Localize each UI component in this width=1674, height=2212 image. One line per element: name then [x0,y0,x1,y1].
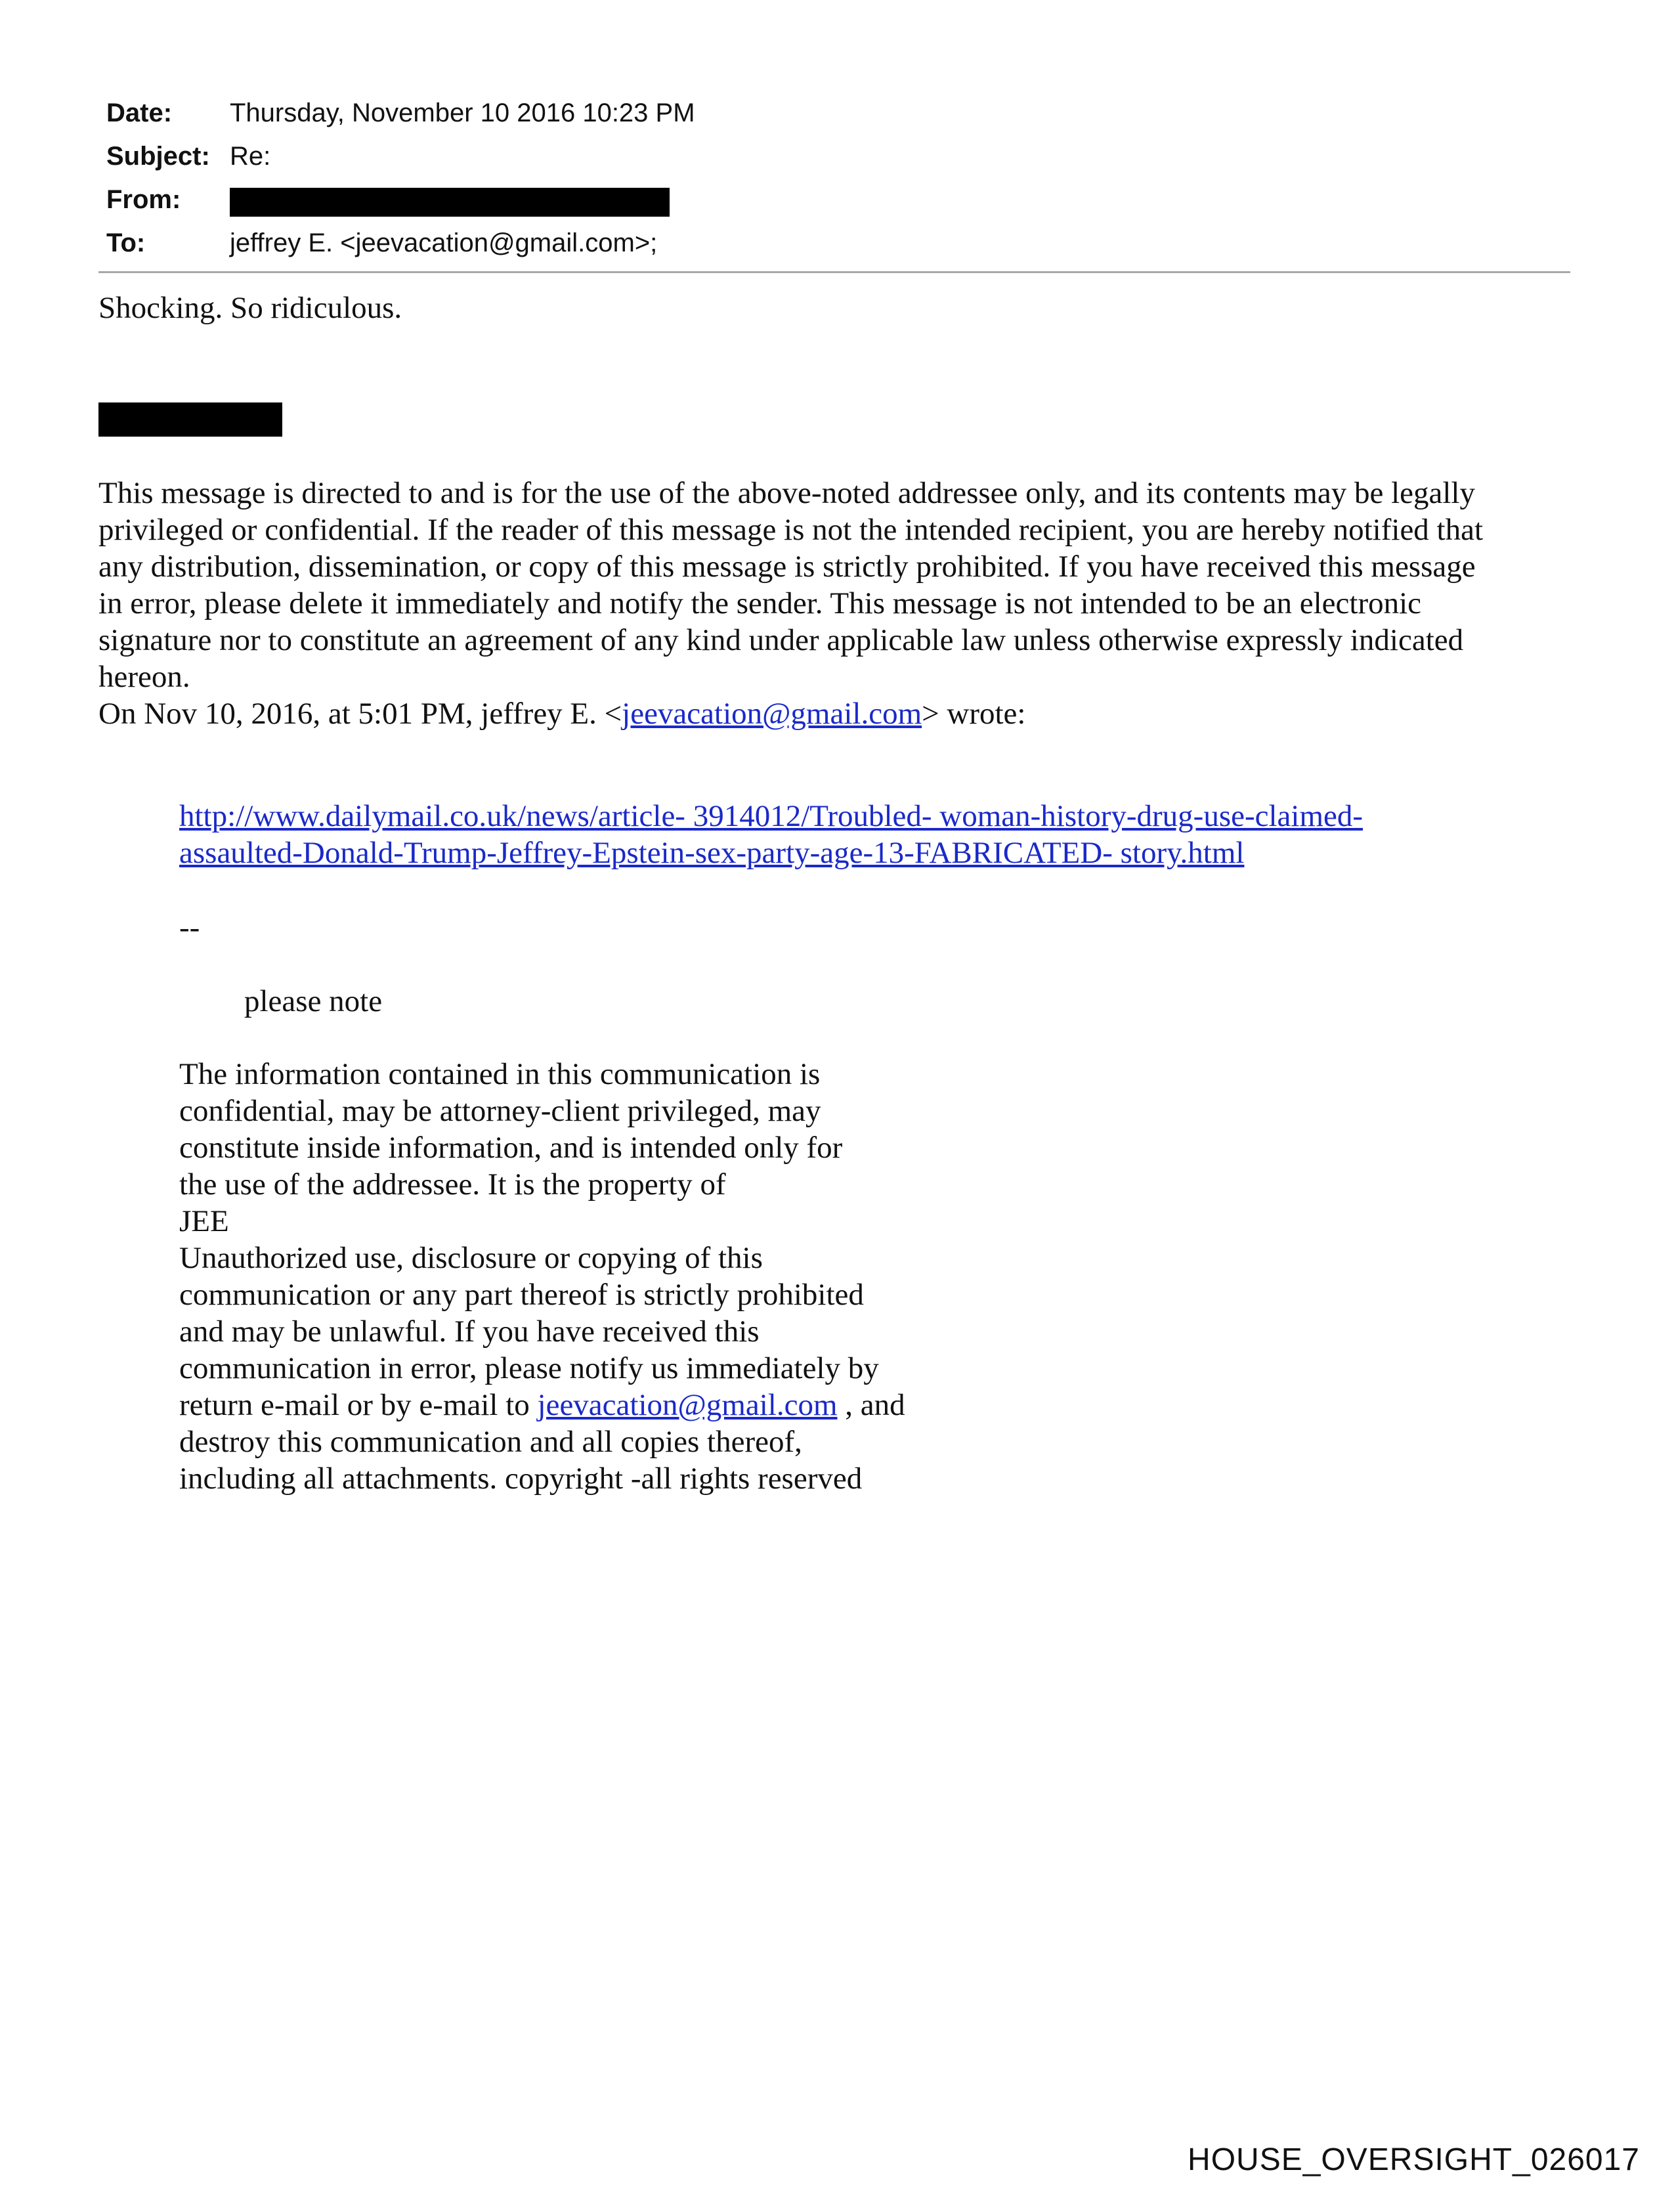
notice-line: communication or any part thereof is strictly prohibited [179,1278,864,1312]
from-redaction [230,188,670,217]
return-prefix: return e-mail or by e-mail to [179,1388,538,1422]
date-row [106,98,1570,142]
disclaimer-line: hereon. [98,660,190,694]
article-link-line-1[interactable]: http://www.dailymail.co.uk/news/article- 3914012/Troubled- woman-history-drug-use-claimed- [179,799,1363,833]
from-label: From: [106,185,181,214]
quote-prefix: On Nov 10, 2016, at 5:01 PM, jeffrey E. < [98,697,622,731]
disclaimer-line: in error, please delete it immediately and notify the sender. This message is not intended to be an electronic [98,586,1422,620]
article-link-block [179,798,1363,871]
notice-line: constitute inside information, and is intended only for [179,1131,843,1165]
quote-attribution [98,695,1483,732]
disclaimer-line: signature nor to constitute an agreement of any kind under applicable law unless otherwise expressly indicated [98,623,1464,657]
notice-line: including all attachments. copyright -all rights reserved [179,1462,863,1496]
from-row [106,185,1570,228]
notice-email-link[interactable]: jeevacation@gmail.com [537,1388,838,1422]
article-link-line-2[interactable]: assaulted-Donald-Trump-Jeffrey-Epstein-sex-party-age-13-FABRICATED- story.html [179,836,1245,870]
notice-line: communication in error, please notify us immediately by [179,1351,879,1385]
subject-row [106,142,1570,185]
quote-email-link[interactable]: jeevacation@gmail.com [622,697,922,731]
header-divider [98,271,1570,273]
notice-line: destroy this communication and all copies thereof, [179,1425,802,1459]
notice-return-line [179,1387,905,1423]
disclaimer-line: This message is directed to and is for the use of the above-noted addressee only, and its contents may be legally [98,476,1475,510]
notice-line: JEE [179,1204,229,1238]
to-value: jeffrey E. <jeevacation@gmail.com>; [230,228,658,257]
to-row [106,228,1570,272]
please-note-text: please note [244,984,383,1018]
quote-suffix: > wrote: [922,697,1026,731]
subject-label: Subject: [106,142,210,171]
date-value: Thursday, November 10 2016 10:23 PM [230,98,695,127]
to-label: To: [106,228,146,257]
notice-line: confidential, may be attorney-client privileged, may [179,1094,821,1128]
reply-text: Shocking. So ridiculous. [98,291,402,325]
signature-separator: -- [179,911,200,945]
email-header [106,98,1570,272]
notice-line: The information contained in this communication is [179,1057,821,1091]
notice-line: and may be unlawful. If you have received this [179,1314,760,1349]
disclaimer-block [98,475,1483,732]
bates-number: HOUSE_OVERSIGHT_026017 [1188,2142,1640,2177]
confidentiality-notice [179,1056,905,1497]
return-suffix: , and [837,1388,905,1422]
disclaimer-line: privileged or confidential. If the reader of this message is not the intended recipient, you are hereby notified that [98,513,1484,547]
subject-value: Re: [230,142,271,171]
date-label: Date: [106,98,173,127]
signature-redaction [98,402,282,437]
disclaimer-line: any distribution, dissemination, or copy of this message is strictly prohibited. If you have received this message [98,550,1476,584]
notice-line: the use of the addressee. It is the property of [179,1167,726,1202]
notice-line: Unauthorized use, disclosure or copying of this [179,1241,763,1275]
